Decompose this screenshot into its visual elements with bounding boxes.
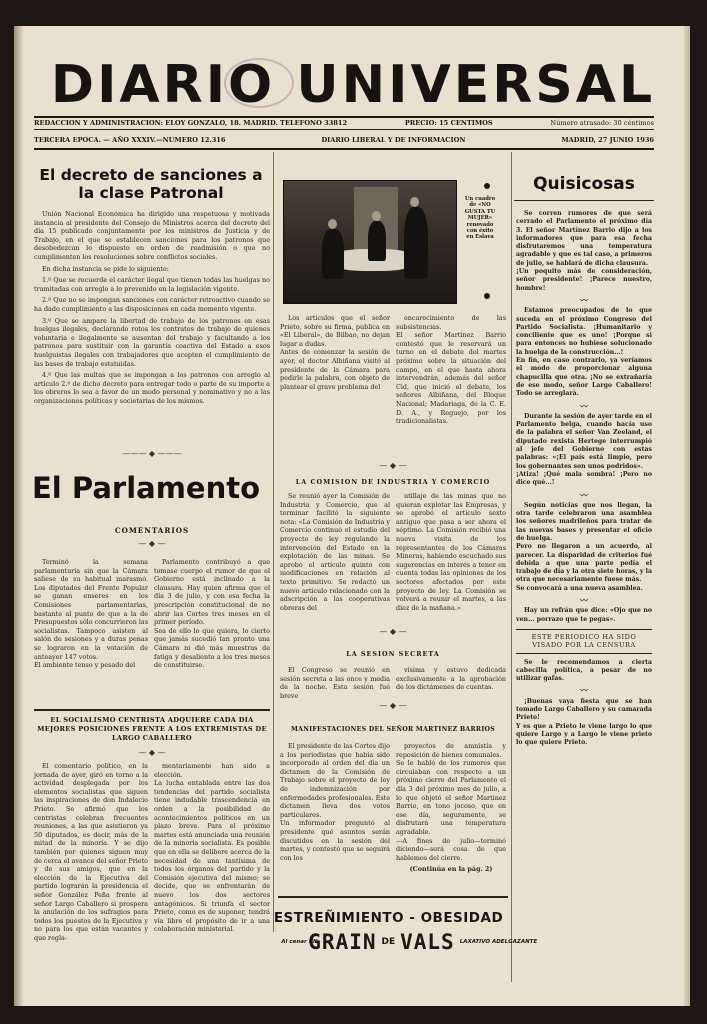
sesion-left-column <box>280 666 390 703</box>
decreto-paragraph: 2.º Que no se impongan sanciones con carácter retroactivo cuando se ha dado cumplimiento a las disposiciones en cada momento vigente. <box>34 296 270 313</box>
quisicosa-item: Según noticias que nos llegan, la otra tarde celebraron una asamblea los señores madrileños para tratar de las nuevas bases y presentar el oficio de huelga. Pero no llegaron a un acuerdo, al parecer. La disparidad de criterios fué debida a que una parte pedía el trabajo de día y la otra siete horas, y la otra que necesariamente fuese más. Se convocará a una nueva asamblea. <box>516 501 652 592</box>
ornament-divider: — ◆ — <box>379 701 407 710</box>
parlamento-subheading: COMENTARIOS <box>114 526 190 535</box>
price: PRECIO: 15 CENTIMOS <box>404 119 493 127</box>
back-issue-price: Número atrasado: 30 céntimos <box>550 119 654 127</box>
decreto-headline: El decreto de sanciones a la clase Patronal <box>39 166 263 202</box>
ornament-divider: — ◆ — <box>379 461 407 470</box>
socialismo-left-column <box>34 762 148 945</box>
parlamento-headline: El Parlamento <box>32 471 261 505</box>
center-text: encarecimiento de las subsistencias. El señor Martínez Barrio contestó que le reservará un turno en el debate del martes próximo sobre la situación del campo, en el que hasta ahora intervendrán, además del señor Cid, que inició el debate, los señores Albiñana, del Bloque Nacional; Madariaga, de la C. E. D. A., y Reguejo, por los tradicionalistas. <box>396 314 506 426</box>
quisicosas-rule <box>514 200 654 201</box>
socialismo-headline: EL SOCIALISMO CENTRISTA ADQUIERE CADA DIA MEJORES POSICIONES FRENTE A LOS EXTREMISTAS DE LARGO CABALLERO <box>37 716 267 742</box>
center-top-left-column <box>280 314 390 394</box>
bullet-dot <box>484 183 490 189</box>
section-rule <box>34 709 270 711</box>
edition-line <box>34 136 654 144</box>
edition-rule <box>34 148 654 150</box>
ornament-divider: 〰 <box>580 489 588 500</box>
manifestaciones-right-column <box>396 742 506 877</box>
newspaper-page <box>14 26 684 1006</box>
tagline: DIARIO LIBERAL Y DE INFORMACION <box>321 136 466 144</box>
masthead-title: DIARIO UNIVERSAL <box>50 55 656 115</box>
ad-brand-grain: GRAIN <box>308 930 377 954</box>
quisicosa-item: Durante la sesión de ayer tarde en el Parlamento belga, cuando hacía uso de la palabra el señor Van Zeeland, el diputado rexista Hertege interrumpió al jefe del Gobierno con estas palabras: «¡El país está limpio, pero los gobernantes son unos podridos». ¡Atiza! ¡Qué mala sombra! ¡Pero no dice qué...! <box>516 412 652 487</box>
ornament-divider: — ◆ — <box>138 748 166 757</box>
manifestaciones-text: proyectos de amnistía y reposición de bienes comunales. Se le habló de los rumores que circulaban con respecto a un próximo cierre del Parlamento el día 3 del próximo mes de julio, a lo que objetó el señor Martínez Barrio, en tono jocoso, que en ese día, seguramente, se disfrutará una temperatura agradable. —A fines de julio—terminó diciendo—será cosa de que hablemos del cierre. <box>396 742 506 862</box>
sesion-text: vísima y estuvo dedicada exclusivamente a la aprobación de los dictámenes de cuentas. <box>396 666 506 692</box>
center-text: Los artículos que el señor Prieto, sobre su firma, publica en «El Liberal», de Bilbao, no dejan lugar a dudas. Antes de comenzar la sesión de ayer, el doctor Albiñana visitó al presidente de la Cámara para pedirle la palabra, con objeto de plantear el grave problema del <box>280 314 390 391</box>
quisicosa-item: Hay un refrán que dice: «Ojo que no ven... porrazo que te pegas». <box>516 607 652 623</box>
comision-heading: LA COMISION DE INDUSTRIA Y COMERCIO <box>295 478 491 486</box>
center-top-right-column <box>396 314 506 429</box>
photo-caption: Un cuadro de «NO GUSTA TU MUJER» renovado con éxito en Eslava <box>464 196 496 241</box>
parlamento-text: Terminó la semana parlamentaria sin que la Cámara saliese de su habitual marasmo. Los diputados del Frente Popular se ganan enseres en los Comisiones parlamentarias, bastante al punto de que a la de Presupuestos sólo concurrieron las socialistas. Tampoco asisten al salón de sesiones y a duras penas se lograron en la votación de anteayer 147 votos. El ambiente tenso y pesado del <box>34 558 148 670</box>
ornament-divider: 〰 <box>580 400 588 411</box>
bullet-dot <box>484 293 490 299</box>
ad-headline: ESTREÑIMIENTO - OBESIDAD <box>273 910 504 926</box>
masthead-rule <box>34 116 654 118</box>
decreto-paragraph: 4.º Que las multas que se impongan a los patronos con arreglo al artículo 2.º de dicho decreto para entregar todo o parte de su importe a los obreros lo sea a favor de un modo personal y nominativo y no a las organizaciones políticas y societarias de los mismos. <box>34 371 270 405</box>
decreto-paragraph: Unión Nacional Económica ha dirigido una respetuosa y motivada instancia al presidente del Consejo de Ministros acerca del decreto del día 15 publicado conjuntamente por los ministros de Justicia y de Trabajo, en el que se establecen sanciones para los patronos que desobedezcan lo dispuesto en orden de readmisión o que no cumplimenten los resoluciones sobre conflictos sociales. <box>34 210 270 261</box>
decreto-paragraph: En dicha instancia se pide lo siguiente: <box>42 264 169 273</box>
info-line <box>34 119 654 127</box>
ad-rule <box>278 896 508 898</box>
ad-de: DE <box>381 937 396 947</box>
sesion-right-column <box>396 666 506 695</box>
sesion-text: El Congreso se reunió en sesión secreta a las once y media de la noche. Esta sesión fué breve <box>280 666 390 700</box>
comision-left-column <box>280 492 390 615</box>
socialismo-right-column <box>154 762 270 937</box>
decreto-paragraph: 3.º Que se ampare la libertad de trabajo de los patronos en esas huelgas ilegales, declarando rotos los contratos de trabajo de quienes voluntaria e ilegalmente se ausentan del trabajo y facultando a los patronos para sustituir con la garantía coactiva del Estado a esos huelguistas ilegales con trabajadores que acepten el cumplimiento de las bases de trabajo estatuidas. <box>34 316 270 368</box>
ornament-divider: 〰 <box>580 685 588 696</box>
epoch-number: TERCERA EPOCA. — AÑO XXXIV.—NUMERO 12.316 <box>34 136 226 144</box>
ad-brand-row <box>270 930 538 954</box>
quisicosa-item: Estamos preocupados de lo que suceda en el próximo Congreso del Partido Socialista. ¡Humanitario y conciliente que es uno! ¡Porque si para entonces no hubiese solucionado la huelga de la construcción...! En fin, en caso contrario, ya veríamos el modo de proporcionar alguna chapucilla que otra. ¡No se extrañaría de ese modo, señor Largo Caballero! Todo se arreglará. <box>516 307 652 398</box>
manifestaciones-text: El presidente de las Cortes dijo a los periodistas que había sido incorporado al orden del día un dictamen de la Comisión de Trabajo sobre el proyecto de ley de indemnización por enfermedades profesionales. Este dictamen lleva dos votos particulares. Un informador preguntó al presidente qué asuntos serán discutidos en la sesión del martes, y contestó que se seguirá con los <box>280 742 390 862</box>
decreto-paragraph: 1.º Que se recuerde el carácter ilegal que tienen todas las huelgas no tramitadas con arreglo a lo prevenido en la legislación vigente. <box>34 276 270 293</box>
ornament-divider: — ◆ — <box>379 627 407 636</box>
parlamento-right-column <box>154 558 270 673</box>
quisicosas-column <box>516 210 652 751</box>
ornament-divider: 〰 <box>580 595 588 606</box>
quisicosa-item: Se corren rumores de que será cerrado el Parlamento el próximo día 3. El señor Martínez Barrio dijo a los informadores que para esa fecha disfrutaremos una temperatura agradable y que es tal caso, a primeros de julio, se hablará de dicha clausura. ¡Un poquito más de consideración, señor presidente! ¡Parece nuestro, hombre! <box>516 210 652 292</box>
comision-text: utillaje de las minas que no quieran explotar las Empresas, y se aprobó el artículo sexto antiguo que pasa a ser ahora el séptimo. La Comisión recibió una nueva visita de los representantes de los Cámaras Mineras, habiendo escuchado sus sugerencias en interés a tener en cuenta todas las opiniones de los sectores afectados por este proyecto de ley. La Comisión se volverá a reunir el martes, a las diez de la mañana.» <box>396 492 506 612</box>
ad-tagline: LAXATIVO ADELGAZANTE <box>459 939 538 945</box>
quisicosas-heading: Quisicosas <box>533 174 635 194</box>
parlamento-text: Parlamento contribuyó a que tomase cuerpo el rumor de que el Gobierno está inclinado a la clausura. Hay quien afirma que el día 3 de julio, y con esa fecha la prescripción constitucional de no abrir las Cortes tres meses en el primer período. Sea de ello lo que quiera, lo cierto que jamás sucedió tan pronto una Cámara ni dió más muestras de fatiga y desaliento a los tres meses de constituirse. <box>154 558 270 670</box>
issue-date: MADRID, 27 JUNIO 1936 <box>561 136 654 144</box>
comision-right-column <box>396 492 506 615</box>
page-edge-shadow <box>14 26 24 1006</box>
socialismo-text: mentariamente han sido a elección. La lucha entablada entre las dos tendencias del partido socialista tiene indudable trascendencia en orden a la posibilidad de acontecimientos políticos en un plazo breve. Para el próximo martes está anunciada una reunión de la minoría socialista. Es posible que en ella se delibere acerca de la necesidad de una tantísima de todos los órganos del partido y la Comisión ejecutiva del mismo; se decide, que se enfrentarán de nuevo los dos sectores antagónicos. Si triunfa el sector Prieto, como es de suponer, tendrá vía libre el propósito de ir a una colaboración ministerial. <box>154 762 270 934</box>
comision-text: Se reunió ayer la Comisión de Industria y Comercio, que al terminar facilitó la siguiente nota: «La Comisión de Industria y Comercio continuó el estudio del proyecto de ley regulando la intervención del Estado en la explotación de las minas. Se aprobó el artículo quinto con modificaciones en relación al texto primitivo. Se redactó un nuevo artículo relacionado con la adscripción a las cooperativas obreras del <box>280 492 390 612</box>
ad-al-cenar: Al cenar UN <box>281 939 318 945</box>
decreto-article <box>34 210 270 408</box>
ornament-divider: — ◆ — <box>138 539 166 548</box>
ad-brand-vals: VALS <box>400 930 455 954</box>
manifestaciones-heading: MANIFESTACIONES DEL SEÑOR MARTINEZ BARRIOS <box>290 726 496 733</box>
quisicosa-item: ¡Buenas vaya fiesta que se han tomado Largo Caballero y su camarada Prieto! Y es que a Prieto le viene largo lo que quiere Largo y a Largo le viene prieto lo que quiere Prieto. <box>516 697 652 747</box>
continuation-note: (Continúa en la pág. 2) <box>409 865 493 874</box>
advertisement <box>270 910 538 992</box>
sesion-heading: LA SESION SECRETA <box>346 650 440 658</box>
ornament-divider: 〰 <box>580 294 588 305</box>
socialismo-text: El comentario político, en la jornada de ayer, giró en torno a la actividad desplegada por los elementos socialistas que siguen las inspiraciones de don Indalecio Prieto. Se afirmó que los centristas celebran frecuentes reuniones, a las que asistieron ya 50 diputados, es decir, más de la mitad de la minoría. Y se dijo también por quienes siguen muy de cerca el avance del señor Prieto y de sus amigos, que en la elección de la Ejecutiva del partido lograrán la presidencia el señor González Peña frente al señor Largo Caballero si prospera la anulación de los sufragios para todos los puestos de la Ejecutiva y no para los que están vacantes y que regla- <box>34 762 148 942</box>
quisicosa-item: Se le recomendamos a cierta cabecilla política, a pesar de no utilizar gafas. <box>516 658 652 683</box>
manifestaciones-left-column <box>280 742 390 865</box>
column-separator-2 <box>511 152 512 982</box>
censorship-notice: ESTE PERIODICO HA SIDO VISADO POR LA CENSURA <box>516 629 652 654</box>
parlamento-left-column <box>34 558 148 673</box>
photo-play-scene <box>283 180 457 304</box>
ornament-divider: ——— ◆ ——— <box>122 449 182 458</box>
column-separator-1 <box>273 152 274 932</box>
administration-address: REDACCION Y ADMINISTRACION: ELOY GONZALO, 18. MADRID. TELEFONO 33812 <box>34 119 348 127</box>
info-rule <box>34 129 654 130</box>
